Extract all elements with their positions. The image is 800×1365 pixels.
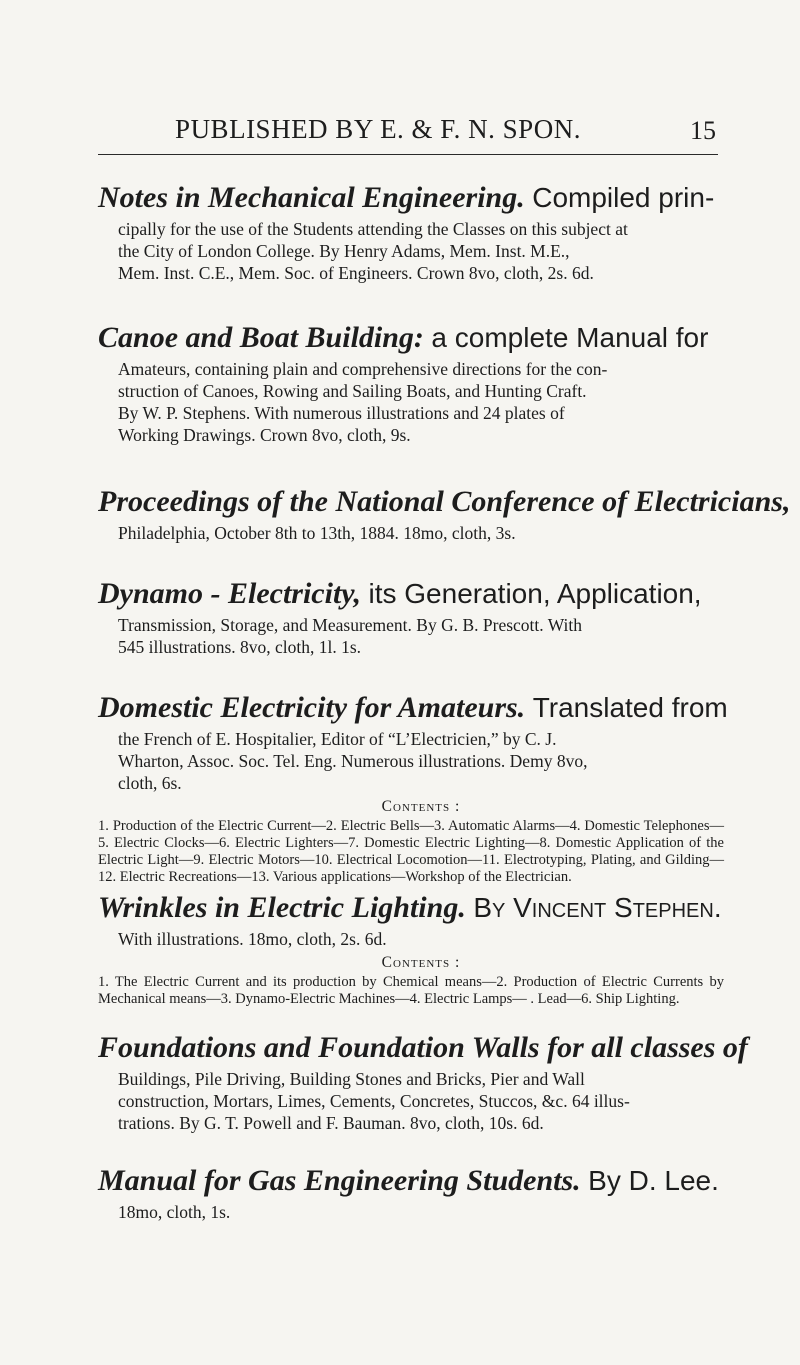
entry-title: Proceedings of the National Conference of Electricians, [98, 485, 791, 518]
running-head: PUBLISHED BY E. & F. N. SPON. [175, 114, 581, 144]
page-header [98, 114, 718, 155]
catalog-entry [98, 180, 724, 284]
contents-heading: Contents : [381, 954, 461, 971]
entry-title: Canoe and Boat Building: [98, 321, 424, 354]
catalog-entry [98, 484, 791, 544]
catalog-entry [98, 1030, 748, 1134]
contents-list: 1. Production of the Electric Current—2. Electric Bells—3. Automatic Alarms—4. Domestic Telephones—5. Electric Clocks—6. Electric Lighters—7. Domestic Electric Lighting—8. Domestic Application of the Electric Light—9. Electric Motors—10. Electrical Locomotion—11. Electrotyping, Plating, and Gilding—12. Electric Recreations—13. Various applications—Workshop of the Electrician. [98, 818, 724, 885]
catalog-entry [98, 1163, 724, 1223]
contents-list: 1. The Electric Current and its production by Chemical means—2. Production of Electric Currents by Mechanical means—3. Dynamo-Electric Machines—4. Electric Lamps— . Lead—6. Ship Lighting. [98, 974, 724, 1007]
page-number: 15 [690, 116, 716, 145]
entry-description: cipally for the use of the Students attending the Classes on this subject at the City of London College. By Henry Adams, Mem. Inst. M.E., Mem. Inst. C.E., Mem. Soc. of Engineers. Crown 8vo, cloth, 2s. 6d. [118, 219, 628, 283]
entry-title-rest: a complete Manual for [431, 322, 709, 353]
entry-description: Transmission, Storage, and Measurement. By G. B. Prescott. With 545 illustrations. 8vo, cloth, 1l. 1s. [118, 615, 582, 657]
entry-description: Amateurs, containing plain and comprehensive directions for the con- struction of Canoes, Rowing and Sailing Boats, and Hunting Craft. By W. P. Stephens. With numerous illustrations and 24 plates of Working Drawings. Crown 8vo, cloth, 9s. [118, 359, 608, 445]
catalog-entry [98, 320, 724, 446]
entry-title-rest: By Vincent Stephen. [473, 892, 722, 923]
entry-title-rest: its Generation, Application, [368, 578, 702, 609]
entry-title-rest: By D. Lee. [588, 1165, 719, 1196]
entry-description: the French of E. Hospitalier, Editor of “L’Electricien,” by C. J. Wharton, Assoc. Soc. Tel. Eng. Numerous illustrations. Demy 8vo, cloth, 6s. [118, 729, 588, 793]
contents-heading: Contents : [381, 798, 461, 815]
entry-description: Buildings, Pile Driving, Building Stones and Bricks, Pier and Wall construction, Mortars, Limes, Cements, Concretes, Stuccos, &c. 64 illus- trations. By G. T. Powell and F. Bauman. 8vo, cloth, 10s. 6d. [118, 1069, 630, 1133]
catalog-entry [98, 690, 728, 886]
catalog-entry [98, 576, 724, 658]
entry-description: 18mo, cloth, 1s. [118, 1202, 231, 1222]
entry-title: Dynamo - Electricity, [98, 577, 361, 610]
entry-title: Domestic Electricity for Amateurs. [98, 691, 526, 724]
entry-title: Wrinkles in Electric Lighting. [98, 891, 466, 924]
entry-title: Foundations and Foundation Walls for all classes of [98, 1031, 748, 1064]
entry-description: Philadelphia, October 8th to 13th, 1884. 18mo, cloth, 3s. [118, 523, 516, 543]
entry-title-rest: Translated from [532, 692, 728, 723]
entry-title-rest: Compiled prin- [532, 182, 715, 213]
entry-title: Manual for Gas Engineering Students. [98, 1164, 581, 1197]
catalog-entry [98, 890, 724, 1008]
entry-title: Notes in Mechanical Engineering. [98, 181, 525, 214]
entry-description: With illustrations. 18mo, cloth, 2s. 6d. [118, 929, 387, 949]
